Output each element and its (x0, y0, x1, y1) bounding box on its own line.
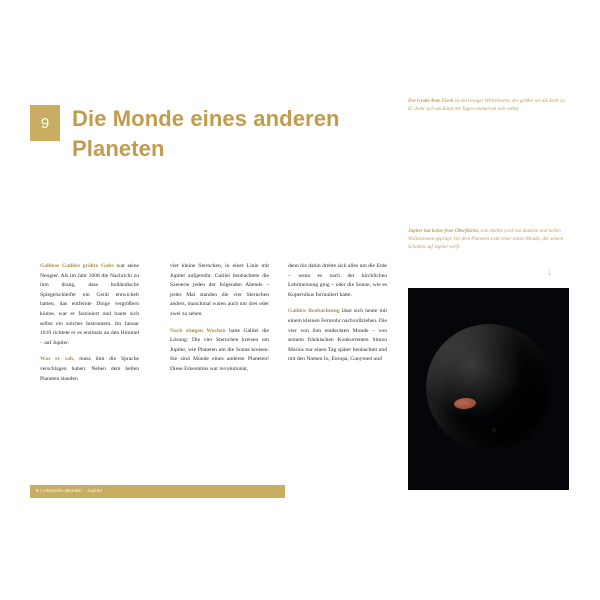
caption-great-red-spot (408, 98, 566, 114)
body-column-3 (288, 262, 387, 372)
paragraph-text: muss ihm die Sprache verschlagen haben: Neben dem hellen Planeten standen (40, 356, 139, 382)
paragraph-lead: Galileos Galileis größte Gabe (40, 263, 114, 269)
jupiter-photo (408, 288, 569, 490)
caption-lead: Der Große Rote Fleck (408, 99, 454, 104)
footer-text: 9 | Himmels-Wunder · Jupiter (36, 488, 103, 493)
jupiter-planet-disc (426, 324, 552, 450)
jupiter-shading (426, 324, 552, 450)
chapter-number: 9 (40, 114, 50, 132)
caption-text: sein Antlitz wird von dunklen und hellen Wolkenzonen geprägt. Vor dem Planeten zieht einer seiner Monde, der seinen Schatten auf Jupiter wirft. (408, 229, 564, 250)
paragraph-text: war seine Neugier. Als im Jahr 1608 die Nachricht zu ihm drang, dass holländische Spiegelschleifer ein Gerät entwickelt hatten, das entfernte Dinge vergrößern könne, war er fasziniert und baute sich selbst ein solches Instrument. Im Januar 1610 richtete er es erstmals an den Himmel – auf Jupiter. (40, 263, 139, 346)
paragraph (170, 262, 269, 320)
paragraph-lead: Nach einigen Wochen (170, 327, 226, 334)
caption-text: ist ein riesiger Wirbelsturm, der größer als die Erde ist. Er dreht sich am Rand mit Tagen einmal um sich selbst. (408, 99, 567, 112)
paragraph (40, 262, 139, 348)
paragraph-text: vier kleine Sternchen, in einer Linie mit Jupiter aufgereiht. Galilei beobachtete die Szenerie jeden der folgenden Abende – jedes Mal standen die vier Sternchen anders, manchmal waren auch nur drei oder zwei zu sehen. (170, 263, 269, 318)
chapter-number-badge (30, 105, 60, 141)
paragraph-text: lässt sich heute mit einem kleinen Fernrohr nachvollziehen. Die vier von ihm entdeckten Monde – von seinem fränkischen Konkurrenten Simon Marius nur einen Tag später beobachtet und mit den Namen Io, Europa, Ganymed und (288, 308, 387, 363)
paragraph (40, 355, 139, 384)
body-column-2 (170, 262, 269, 382)
paragraph-lead: Was er sah, (40, 356, 75, 363)
caption-lead: Jupiter hat keine feste Oberfläche, (408, 229, 480, 234)
paragraph-lead: Galileis Beobachtung (288, 308, 340, 315)
caption-jupiter-surface (408, 228, 566, 252)
moon-shadow (492, 428, 496, 432)
page-title: Die Monde eines anderen Planeten (72, 106, 340, 161)
paragraph (288, 262, 387, 300)
paragraph-text: denn bis dahin drehte sich alles um die Erde – wenn es nach der kirchlichen Lehrmeinung ging – oder die Sonne, wie es Kopernikus formuliert hatte. (288, 263, 387, 298)
arrow-down-icon: ↓ (547, 267, 552, 277)
paragraph (288, 307, 387, 365)
paragraph-text: hatte Galilei die Lösung: Die vier Sternchen kreisen um Jupiter, wie Planeten um die Sonne kreisen. Sie sind Monde eines anderen Planeten! Diese Erkenntnis war revolutionär, (170, 327, 269, 373)
paragraph (170, 327, 269, 375)
body-column-1 (40, 262, 139, 391)
